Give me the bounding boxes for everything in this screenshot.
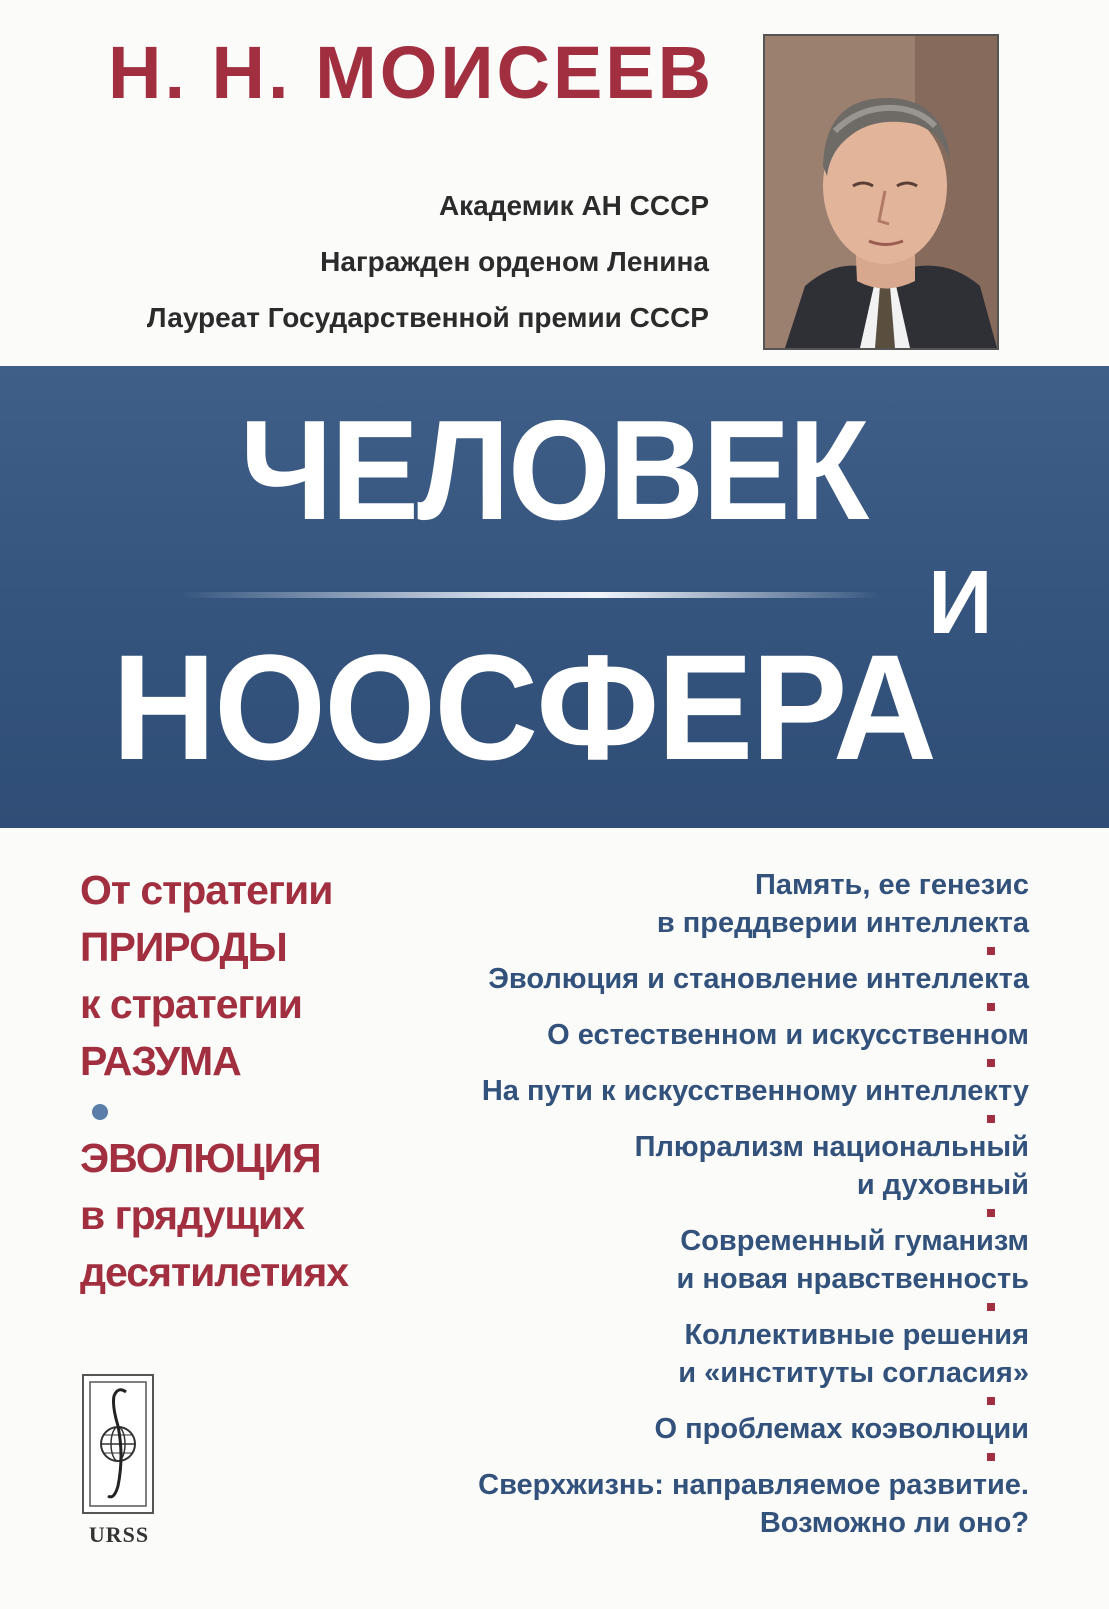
subtitle-line: От стратегии <box>80 867 333 913</box>
author-portrait <box>763 34 999 350</box>
contents-item-line: О проблемах коэволюции <box>654 1413 1029 1445</box>
author-name: Н. Н. МОИСЕЕВ <box>108 31 715 114</box>
subtitle-line: к стратегии <box>80 981 303 1027</box>
credential-line: Академик АН СССР <box>438 190 709 221</box>
contents-list <box>369 866 1029 1542</box>
contents-separator <box>369 1392 1029 1410</box>
contents-item-line: На пути к искусственному интеллекту <box>481 1075 1029 1107</box>
contents-item-line: и новая нравственность <box>676 1263 1029 1295</box>
contents-item-line: Коллективные решения <box>684 1319 1029 1351</box>
contents-item <box>369 1016 1029 1054</box>
contents-separator <box>369 1054 1029 1072</box>
book-title-line-1: ЧЕЛОВЕК <box>240 391 868 550</box>
contents-item-line: Память, ее генезис <box>754 869 1029 901</box>
contents-item-line: и «институты согласия» <box>678 1357 1029 1389</box>
contents-separator <box>369 1298 1029 1316</box>
subtitle-line: десятилетиях <box>80 1249 349 1295</box>
contents-item <box>369 1072 1029 1110</box>
contents-item-line: Возможно ли оно? <box>759 1507 1029 1539</box>
contents-separator <box>369 998 1029 1016</box>
contents-item-line: Плюрализм национальный <box>634 1131 1029 1163</box>
contents-item <box>369 1222 1029 1298</box>
bullet-dot <box>92 1104 108 1120</box>
contents-item-line: Сверхжизнь: направляемое развитие. <box>478 1469 1029 1501</box>
author-credentials <box>147 178 709 346</box>
contents-item-line: О естественном и искусственном <box>547 1019 1029 1051</box>
contents-item <box>369 1128 1029 1204</box>
contents-item <box>369 1316 1029 1392</box>
contents-separator <box>369 1110 1029 1128</box>
contents-separator <box>369 1448 1029 1466</box>
contents-separator <box>369 942 1029 960</box>
credential-line: Награжден орденом Ленина <box>320 246 709 277</box>
publisher-logo <box>82 1374 156 1552</box>
book-title-line-2: И <box>928 553 993 653</box>
book-title-line-3: НООСФЕРА <box>112 623 935 791</box>
subtitle-line: ПРИРОДЫ <box>80 924 287 970</box>
contents-item-line: и духовный <box>856 1169 1029 1201</box>
contents-item <box>369 866 1029 942</box>
contents-item-line: в преддверии интеллекта <box>656 907 1029 939</box>
title-divider <box>180 592 880 598</box>
contents-separator <box>369 1204 1029 1222</box>
contents-item <box>369 960 1029 998</box>
subtitle-block <box>80 862 348 1301</box>
contents-item <box>369 1466 1029 1542</box>
publisher-name: URSS <box>88 1522 150 1547</box>
contents-item-line: Современный гуманизм <box>680 1225 1029 1257</box>
credential-line: Лауреат Государственной премии СССР <box>146 302 709 333</box>
contents-item <box>369 1410 1029 1448</box>
subtitle-line: ЭВОЛЮЦИЯ <box>80 1135 321 1181</box>
subtitle-line: в грядущих <box>80 1192 305 1238</box>
subtitle-line: РАЗУМА <box>80 1038 241 1084</box>
urss-emblem-icon <box>82 1374 154 1514</box>
contents-item-line: Эволюция и становление интеллекта <box>488 963 1029 995</box>
